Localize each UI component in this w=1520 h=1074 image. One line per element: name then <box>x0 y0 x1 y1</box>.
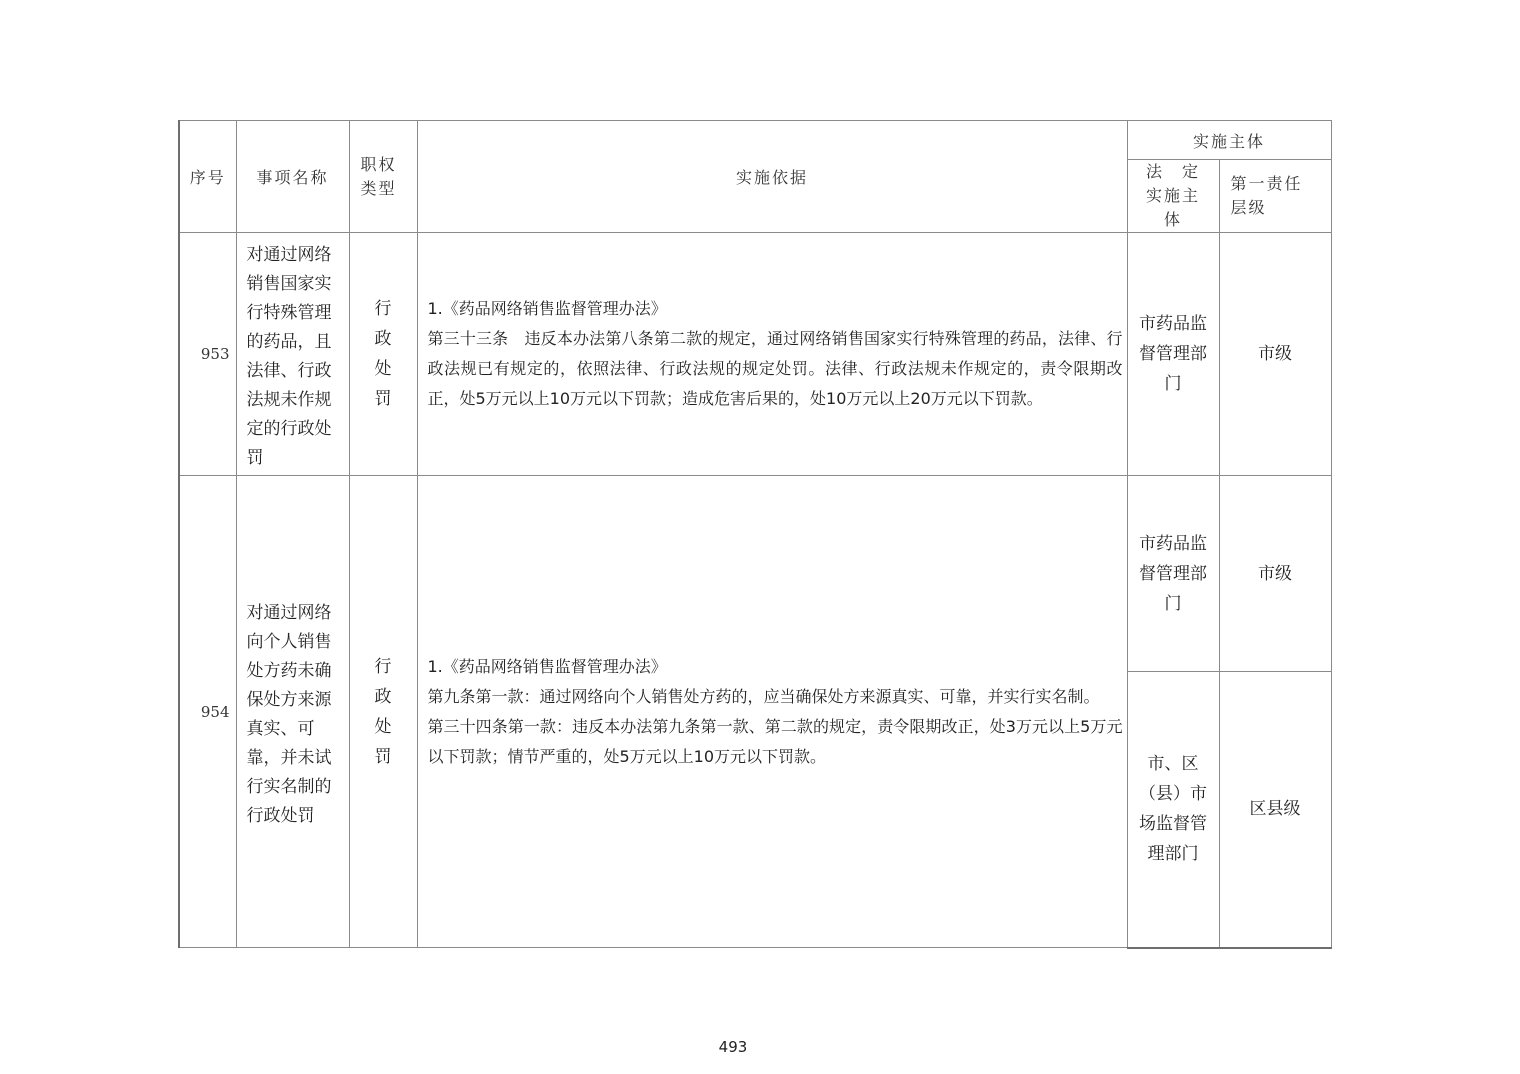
row-seq: 953 <box>179 233 236 476</box>
basis-article: 第三十四条第一款：违反本办法第九条第一款、第二款的规定，责令限期改正，处3万元以上5万元以下罚款；情节严重的，处5万元以上10万元以下罚款。 <box>427 716 1123 766</box>
row-responsibility-level: 区县级 <box>1219 672 1331 948</box>
basis-title: 1.《药品网络销售监督管理办法》 <box>427 656 667 676</box>
header-legal-subject: 法 定实施主体 <box>1127 160 1219 233</box>
header-item-name: 事项名称 <box>236 121 349 233</box>
row-legal-subject: 市药品监督管理部门 <box>1127 233 1219 476</box>
enforcement-items-table <box>178 120 1332 949</box>
header-seq: 序号 <box>179 121 236 233</box>
table-row <box>179 476 1331 672</box>
row-legal-subject: 市、区（县）市场监督管理部门 <box>1127 672 1219 948</box>
basis-article: 第九条第一款：通过网络向个人销售处方药的，应当确保处方来源真实、可靠，并实行实名制。 <box>427 686 1100 706</box>
table-row <box>179 233 1331 476</box>
row-responsibility-level: 市级 <box>1219 476 1331 672</box>
row-power-type: 行政处罚 <box>349 476 417 948</box>
basis-article: 第三十三条 违反本办法第八条第二款的规定，通过网络销售国家实行特殊管理的药品，法律、行政法规已有规定的，依照法律、行政法规的规定处罚。法律、行政法规未作规定的，责令限期改正，处5万元以上10万元以下罚款；造成危害后果的，处10万元以上20万元以下罚款。 <box>427 329 1123 408</box>
row-legal-subject: 市药品监督管理部门 <box>1127 476 1219 672</box>
row-seq: 954 <box>179 476 236 948</box>
row-basis <box>417 233 1127 476</box>
header-basis: 实施依据 <box>417 121 1127 233</box>
row-item-name: 对通过网络向个人销售处方药未确保处方来源真实、可靠，并未试行实名制的行政处罚 <box>236 476 349 948</box>
row-item-name: 对通过网络销售国家实行特殊管理的药品，且法律、行政法规未作规定的行政处罚 <box>236 233 349 476</box>
row-basis <box>417 476 1127 948</box>
row-power-type: 行政处罚 <box>349 233 417 476</box>
page-number: 493 <box>718 1038 748 1056</box>
header-power-type: 职权类型 <box>349 121 417 233</box>
header-subject-group: 实施主体 <box>1127 121 1331 160</box>
basis-title: 1.《药品网络销售监督管理办法》 <box>427 299 667 318</box>
header-responsibility-level: 第一责任层级 <box>1219 160 1331 233</box>
row-responsibility-level: 市级 <box>1219 233 1331 476</box>
